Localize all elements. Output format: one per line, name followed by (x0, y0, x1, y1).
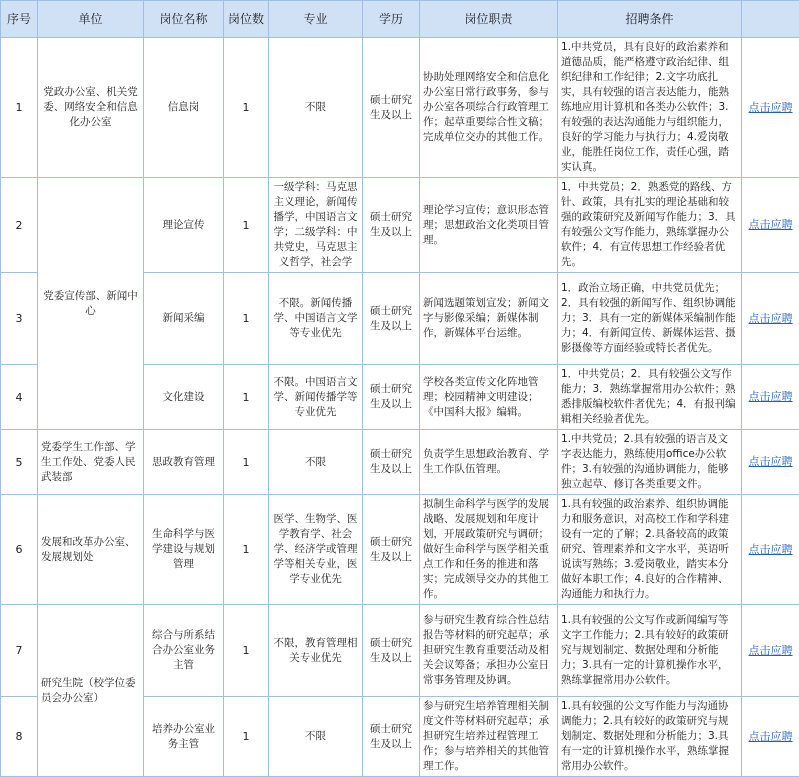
row-edu: 硕士研究生及以上 (363, 365, 420, 430)
row-duty: 参与研究生培养管理相关制度文件等材料研究起草；承担研究生培养过程管理工作；参与培养相关的其他管理工作。 (420, 697, 558, 777)
row-count: 1 (224, 178, 269, 273)
row-major: 一级学科：马克思主义理论，新闻传播学，中国语言文学；二级学科：中共党史，马克思主义哲学，社会学 (269, 178, 363, 273)
row-unit: 发展和改革办公室、发展规划处 (38, 495, 144, 605)
row-post: 综合与所系结合办公室业务主管 (144, 605, 224, 697)
row-req: 1.中共党员，具有良好的政治素养和道德品质，能严格遵守政治纪律、组织纪律和工作纪律；2.文字功底扎实，具有较强的语言表达能力，能熟练地应用计算机和各类办公软件；3.有较强的表达沟通能力与组织能力，良好的学习能力与执行力；4.爱岗敬业，能胜任岗位工作，责任心强，踏实认真。 (558, 38, 742, 178)
apply-link[interactable]: 点击应聘 (749, 312, 793, 325)
row-major: 不限 (269, 430, 363, 495)
header-duty: 岗位职责 (420, 1, 558, 38)
row-req: 1.具有较强的公文写作或新闻编写等文字工作能力；2.具有较好的政策研究与规划制定、数据处理和分析能力；3.具有一定的计算机操作水平，熟练掌握常用办公软件。 (558, 605, 742, 697)
header-req: 招聘条件 (558, 1, 742, 38)
row-duty: 参与研究生教育综合性总结报告等材料的研究起草；承担研究生教育重要活动及相关会议筹备；承担办公室日常事务管理及协调。 (420, 605, 558, 697)
row-count: 1 (224, 38, 269, 178)
row-count: 1 (224, 273, 269, 365)
row-req: 1.中共党员；2.具有较强的语言及文字表达能力，熟练使用office办公软件；3.有较强的沟通协调能力，能够独立起草、修订各类重要文件。 (558, 430, 742, 495)
header-major: 专业 (269, 1, 363, 38)
row-no: 5 (1, 430, 38, 495)
row-count: 1 (224, 495, 269, 605)
row-apply-cell (742, 697, 799, 777)
header-post: 岗位名称 (144, 1, 224, 38)
row-apply-cell (742, 495, 799, 605)
table-row (1, 495, 799, 605)
header-no: 序号 (1, 1, 38, 38)
row-no: 6 (1, 495, 38, 605)
row-duty: 拟制生命科学与医学的发展战略、发展规划和年度计划，开展政策研究与调研；做好生命科学与医学相关重点工作和任务的推进和落实；完成领导交办的其他工作。 (420, 495, 558, 605)
row-unit: 党委宣传部、新闻中心 (38, 178, 144, 430)
table-row (1, 178, 799, 273)
row-req: 1.具有较强的公文写作能力与沟通协调能力；2.具有较好的政策研究与规划制定、数据处理和分析能力；3.具有一定的计算机操作水平，熟练掌握常用办公软件。 (558, 697, 742, 777)
row-major: 不限，教育管理相关专业优先 (269, 605, 363, 697)
apply-link[interactable]: 点击应聘 (749, 644, 793, 657)
row-edu: 硕士研究生及以上 (363, 273, 420, 365)
row-count: 1 (224, 365, 269, 430)
row-major: 医学、生物学、医学教育学、社会学、经济学或管理学等相关专业，医学专业优先 (269, 495, 363, 605)
row-post: 思政教育管理 (144, 430, 224, 495)
row-unit: 党政办公室、机关党委、网络安全和信息化办公室 (38, 38, 144, 178)
row-no: 7 (1, 605, 38, 697)
row-apply-cell (742, 273, 799, 365)
apply-link[interactable]: 点击应聘 (749, 390, 793, 403)
row-duty: 负责学生思想政治教育、学生工作队伍管理。 (420, 430, 558, 495)
row-duty: 新闻选题策划宣发；新闻文字与影像采编；新媒体制作，新媒体平台运维。 (420, 273, 558, 365)
row-edu: 硕士研究生及以上 (363, 697, 420, 777)
row-post: 信息岗 (144, 38, 224, 178)
row-req: 1．政治立场正确，中共党员优先；2．具有较强的新闻写作、组织协调能力；3．具有一定的新媒体采编制作能力；4．有新闻宣传、新媒体运营、摄影摄像等方面经验或特长者优先。 (558, 273, 742, 365)
row-apply-cell (742, 605, 799, 697)
header-apply (742, 1, 799, 38)
row-major: 不限 (269, 38, 363, 178)
apply-link[interactable]: 点击应聘 (749, 455, 793, 468)
row-duty: 协助处理网络安全和信息化办公室日常行政事务，参与办公室各项综合行政管理工作；起草重要综合性文稿；完成单位交办的其他工作。 (420, 38, 558, 178)
row-no: 1 (1, 38, 38, 178)
row-post: 理论宣传 (144, 178, 224, 273)
row-count: 1 (224, 430, 269, 495)
row-req: 1.具有较强的政治素养、组织协调能力和服务意识，对高校工作和学科建设有一定的了解；2.具备较高的政策研究、管理素养和文字水平，英语听说读写熟练；3.爱岗敬业，踏实本分做好本职工作；4.良好的合作精神、沟通能力和执行力。 (558, 495, 742, 605)
table-row (1, 430, 799, 495)
row-req: 1．中共党员；2．熟悉党的路线、方针、政策，具有扎实的理论基础和较强的政策研究及新闻写作能力；3．具有较强公文写作能力，熟练掌握办公软件；4．有宣传思想工作经验者优先。 (558, 178, 742, 273)
row-duty: 理论学习宣传；意识形态管理；思想政治文化类项目管理。 (420, 178, 558, 273)
row-duty: 学校各类宣传文化阵地管理；校园精神文明建设；《中国科大报》编辑。 (420, 365, 558, 430)
row-major: 不限。中国语言文学、新闻传播学等专业优先 (269, 365, 363, 430)
row-post: 新闻采编 (144, 273, 224, 365)
row-apply-cell (742, 178, 799, 273)
row-post: 生命科学与医学建设与规划管理 (144, 495, 224, 605)
header-unit: 单位 (38, 1, 144, 38)
row-edu: 硕士研究生及以上 (363, 495, 420, 605)
row-major: 不限 (269, 697, 363, 777)
table-row (1, 38, 799, 178)
row-major: 不限。新闻传播学、中国语言文学等专业优先 (269, 273, 363, 365)
row-edu: 硕士研究生及以上 (363, 38, 420, 178)
row-no: 2 (1, 178, 38, 273)
row-apply-cell (742, 365, 799, 430)
row-unit: 党委学生工作部、学生工作处、党委人民武装部 (38, 430, 144, 495)
row-post: 文化建设 (144, 365, 224, 430)
header-row (1, 1, 799, 38)
row-count: 1 (224, 697, 269, 777)
apply-link[interactable]: 点击应聘 (749, 730, 793, 743)
row-edu: 硕士研究生及以上 (363, 178, 420, 273)
header-count: 岗位数 (224, 1, 269, 38)
row-apply-cell (742, 38, 799, 178)
row-post: 培养办公室业务主管 (144, 697, 224, 777)
apply-link[interactable]: 点击应聘 (749, 101, 793, 114)
table-row (1, 605, 799, 697)
row-count: 1 (224, 605, 269, 697)
row-edu: 硕士研究生及以上 (363, 605, 420, 697)
row-unit: 研究生院（校学位委员会办公室） (38, 605, 144, 777)
row-no: 4 (1, 365, 38, 430)
row-no: 8 (1, 697, 38, 777)
apply-link[interactable]: 点击应聘 (749, 218, 793, 231)
row-apply-cell (742, 430, 799, 495)
apply-link[interactable]: 点击应聘 (749, 543, 793, 556)
row-edu: 硕士研究生及以上 (363, 430, 420, 495)
header-edu: 学历 (363, 1, 420, 38)
row-req: 1．中共党员；2．具有较强公文写作能力；3．熟练掌握常用办公软件；熟悉排版编校软件者优先；4．有报刊编辑相关经验者优先。 (558, 365, 742, 430)
row-no: 3 (1, 273, 38, 365)
